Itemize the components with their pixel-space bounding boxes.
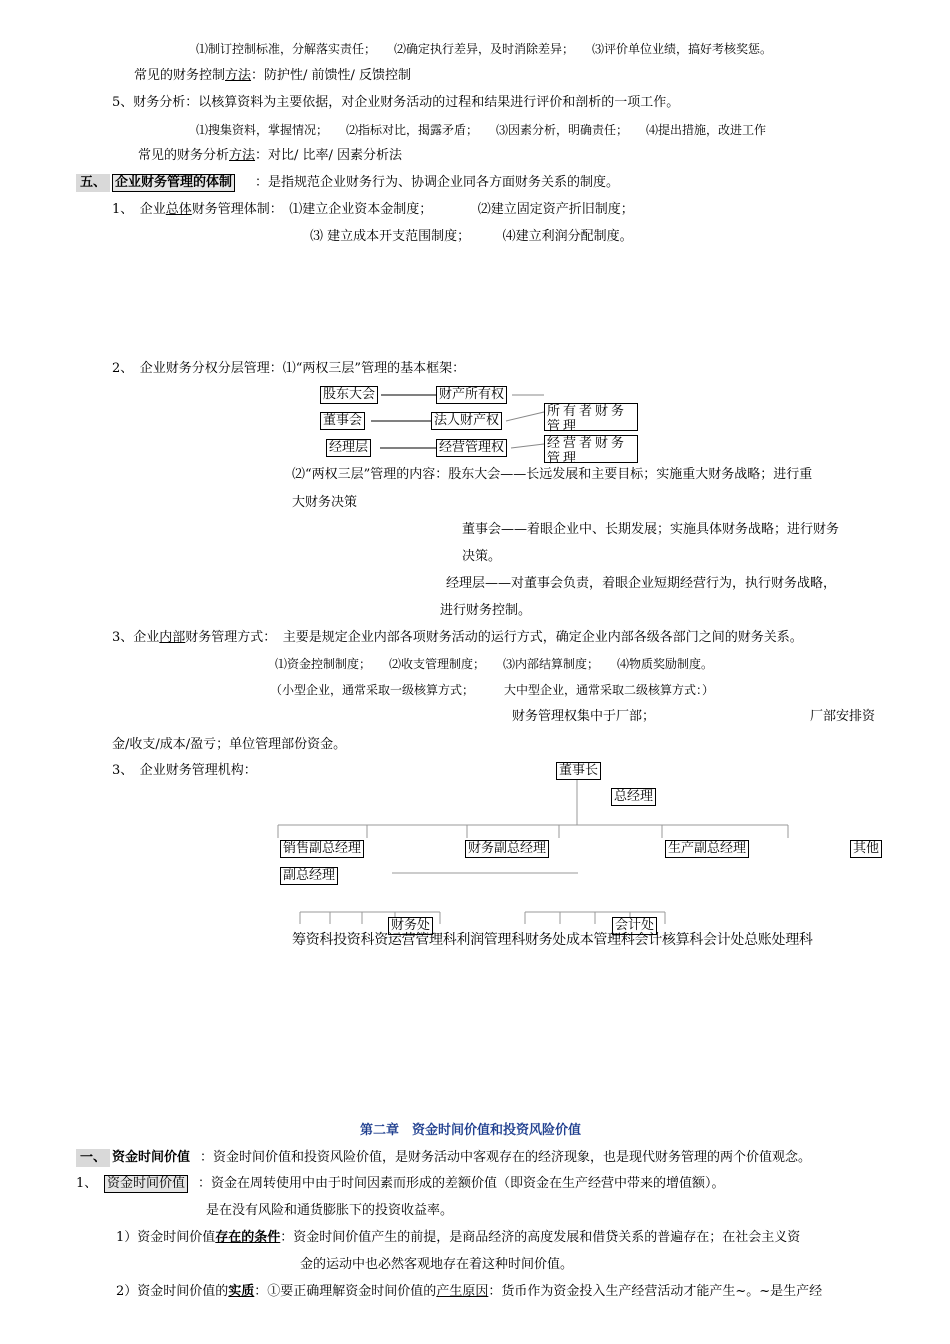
def-term: 资金时间价值 (104, 1175, 188, 1193)
factory-note-cont: 金/收支/成本/盈亏；单位管理部份资金。 (112, 737, 347, 752)
accounting-levels: （小型企业，通常采取一级核算方式； 大中型企业，通常采取二级核算方式：） (270, 683, 715, 697)
def-number: 1、 (76, 1176, 98, 1191)
content-management: 经理层——对董事会负责，着眼企业短期经营行为，执行财务战略， (446, 576, 837, 591)
def-text: ：资金在周转使用中由于时间因素而形成的差额价值（即资金在生产经营中带来的增值额）。 (198, 1176, 725, 1191)
org-vp-finance: 财务副总经理 (465, 840, 549, 858)
org-heading: 3、 企业财务管理机构： (112, 763, 257, 778)
operation-right-box: 经营管理权 (436, 439, 507, 457)
org-chairman: 董事长 (556, 762, 601, 780)
management-box: 经理层 (326, 439, 371, 457)
financial-analysis: 5、财务分析：以核算资料为主要依据，对企业财务活动的过程和结果进行评价和剖析的一项工作。 (112, 95, 680, 110)
ch2-section-desc: ：资金时间价值和投资风险价值，是财务活动中客观存在的经济现象，也是现代财务管理的两个价值观念。 (200, 1150, 812, 1165)
def-text-cont: 是在没有风险和通货膨胀下的投资收益率。 (206, 1203, 454, 1218)
owner-finance-box: 所有者财务管理 (544, 403, 638, 431)
analysis-methods: 常见的财务分析方法：对比/ 比率/ 因素分析法 (138, 148, 403, 163)
section-desc: ：是指规范企业财务行为、协调企业同各方面财务关系的制度。 (255, 175, 620, 190)
overall-system-cont: ⑶ 建立成本开支范围制度； ⑷建立利润分配制度。 (310, 229, 633, 244)
essence: 2）资金时间价值的实质：①要正确理解资金时间价值的产生原因：货币作为资金投入生产经营活动才能产生~。~是生产经 (116, 1284, 823, 1299)
content-shareholders: ⑵“两权三层”管理的内容：股东大会——长远发展和主要目标；实施重大财务战略；进行重 (292, 467, 813, 482)
section-number: 五、 (76, 174, 110, 192)
content-board: 董事会——着眼企业中、长期发展；实施具体财务战略；进行财务 (462, 522, 840, 537)
centralized-note: 财务管理权集中于厂部； (512, 709, 656, 724)
control-steps: ⑴制订控制标准，分解落实责任； ⑵确定执行差异，及时消除差异； ⑶评价单位业绩，搞好考核奖惩。 (196, 42, 773, 56)
analysis-steps: ⑴搜集资料，掌握情况； ⑵指标对比，揭露矛盾； ⑶因素分析，明确责任； ⑷提出措施，改进工作 (196, 123, 767, 137)
shareholders-meeting-box: 股东大会 (320, 386, 378, 404)
ch2-section-number: 一、 (76, 1149, 110, 1167)
org-general-manager: 总经理 (611, 788, 656, 806)
org-vp-other: 其他 (850, 840, 882, 858)
ownership-box: 财产所有权 (436, 386, 507, 404)
decentralized-mgmt: 2、 企业财务分权分层管理：⑴“两权三层”管理的基本框架： (112, 361, 466, 376)
overall-system: 1、 企业总体财务管理体制： ⑴建立企业资本金制度； ⑵建立固定资产折旧制度； (112, 202, 634, 217)
board-box: 董事会 (320, 412, 365, 430)
conditions: 1）资金时间价值存在的条件：资金时间价值产生的前提，是商品经济的高度发展和借贷关系的普遍存在；在社会主义资 (116, 1230, 801, 1245)
org-vp-production: 生产副总经理 (665, 840, 749, 858)
control-methods: 常见的财务控制方法：防护性/ 前馈性/ 反馈控制 (134, 68, 412, 83)
org-vp-other-cont: 副总经理 (280, 867, 338, 885)
content-shareholders-cont: 大财务决策 (292, 495, 358, 510)
chapter-title: 第二章 资金时间价值和投资风险价值 (360, 1123, 582, 1138)
content-board-cont: 决策。 (462, 549, 502, 564)
content-management-cont: 进行财务控制。 (440, 603, 532, 618)
org-vp-sales: 销售副总经理 (280, 840, 364, 858)
operator-finance-box: 经营者财务管理 (544, 435, 638, 463)
legal-property-box: 法人财产权 (431, 412, 502, 430)
org-accounting-dept: 会计处 (612, 917, 657, 935)
org-finance-dept: 财务处 (388, 917, 433, 935)
internal-systems: ⑴资金控制制度； ⑵收支管理制度； ⑶内部结算制度； ⑷物质奖励制度。 (275, 657, 714, 671)
factory-note: 厂部安排资 (810, 709, 876, 724)
ch2-section-title: 资金时间价值 (112, 1150, 191, 1165)
conditions-cont: 金的运动中也必然客观地存在着这种时间价值。 (300, 1257, 574, 1272)
section-title: 企业财务管理的体制 (112, 174, 235, 192)
internal-mgmt: 3、企业内部财务管理方式： 主要是规定企业内部各项财务活动的运行方式，确定企业内部各级各部门之间的财务关系。 (112, 630, 803, 645)
org-sub-departments: 筹资科投资科资运营管理科利润管理科财务处成本管理科会计核算科会计处总账处理科 (292, 932, 813, 948)
